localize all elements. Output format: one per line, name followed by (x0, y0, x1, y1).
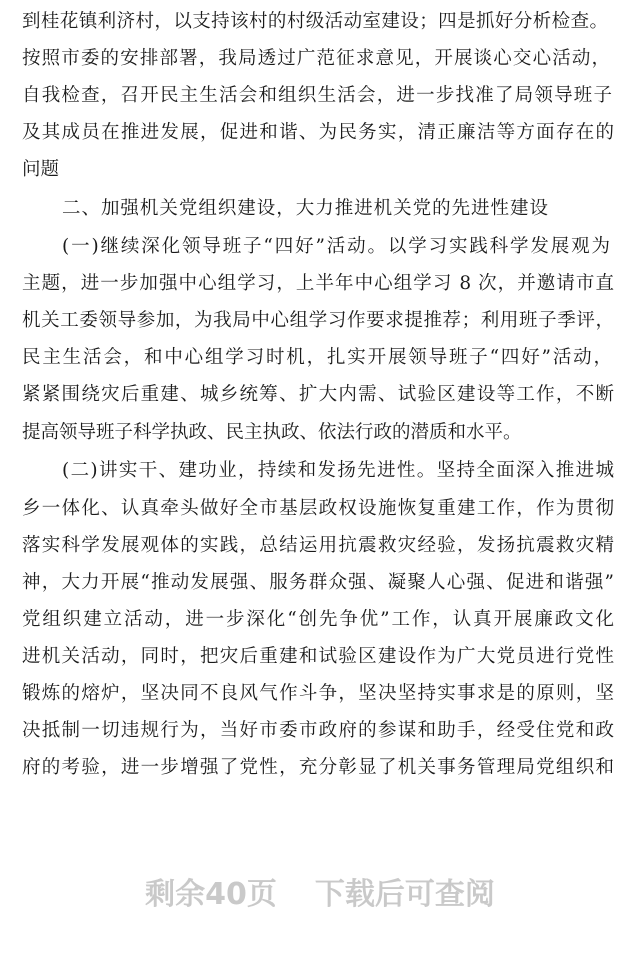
paragraph-line: 问题 (22, 159, 60, 180)
paragraph-line: 乡一体化、认真牵头做好全市基层政权设施恢复重建工作，作为贯彻 (22, 498, 614, 519)
paragraph-line: 决抵制一切违规行为，当好市委市政府的参谋和助手，经受住党和政 (22, 720, 614, 741)
download-prompt (0, 870, 640, 920)
paragraph-line: (一)继续深化领导班子“四好”活动。以学习实践科学发展观为 (62, 236, 610, 257)
paragraph-line: 按照市委的安排部署，我局透过广范征求意见，开展谈心交心活动， (22, 48, 610, 69)
paragraph-line: 落实科学发展观体的实践，总结运用抗震救灾经验，发扬抗震救灾精 (22, 535, 614, 556)
paragraph-line: 机关工委领导参加，为我局中心组学习作要求提推荐；利用班子季评， (22, 310, 614, 331)
paragraph-line: 到桂花镇利济村，以支持该村的村级活动室建设；四是抓好分析检查。 (22, 11, 608, 32)
paragraph-line: 府的考验，进一步增强了党性，充分彰显了机关事务管理局党组织和 (22, 757, 614, 778)
paragraph-line: 党组织建立活动，进一步深化“创先争优”工作，认真开展廉政文化 (22, 609, 614, 630)
remaining-pages-label: 剩余40页 (145, 877, 277, 912)
paragraph-line: 自我检查，召开民主生活会和组织生活会，进一步找准了局领导班子 (22, 85, 612, 106)
paragraph-line: 锻炼的熔炉，坚决同不良风气作斗争，坚决坚持实事求是的原则，坚 (22, 683, 614, 704)
paragraph-line: 及其成员在推进发展，促进和谐、为民务实，清正廉洁等方面存在的 (22, 122, 614, 143)
paragraph-line: 紧紧围绕灾后重建、城乡统筹、扩大内需、试验区建设等工作，不断 (22, 384, 614, 405)
paragraph-line: 主题，进一步加强中心组学习，上半年中心组学习 8 次，并邀请市直 (22, 273, 614, 294)
section-heading: 二、加强机关党组织建设，大力推进机关党的先进性建设 (62, 198, 548, 219)
paragraph-line: 民主生活会，和中心组学习时机，扎实开展领导班子“四好”活动， (22, 347, 612, 368)
paragraph-line: 提高领导班子科学执政、民主执政、依法行政的潜质和水平。 (22, 422, 522, 443)
paragraph-line: 神，大力开展“推动发展强、服务群众强、凝聚人心强、促进和谐强” (22, 572, 614, 593)
download-hint-label: 下载后可查阅 (314, 877, 495, 912)
paragraph-line: (二)讲实干、建功业，持续和发扬先进性。坚持全面深入推进城 (62, 460, 614, 481)
paragraph-line: 进机关活动，同时，把灾后重建和试验区建设作为广大党员进行党性 (22, 646, 614, 667)
